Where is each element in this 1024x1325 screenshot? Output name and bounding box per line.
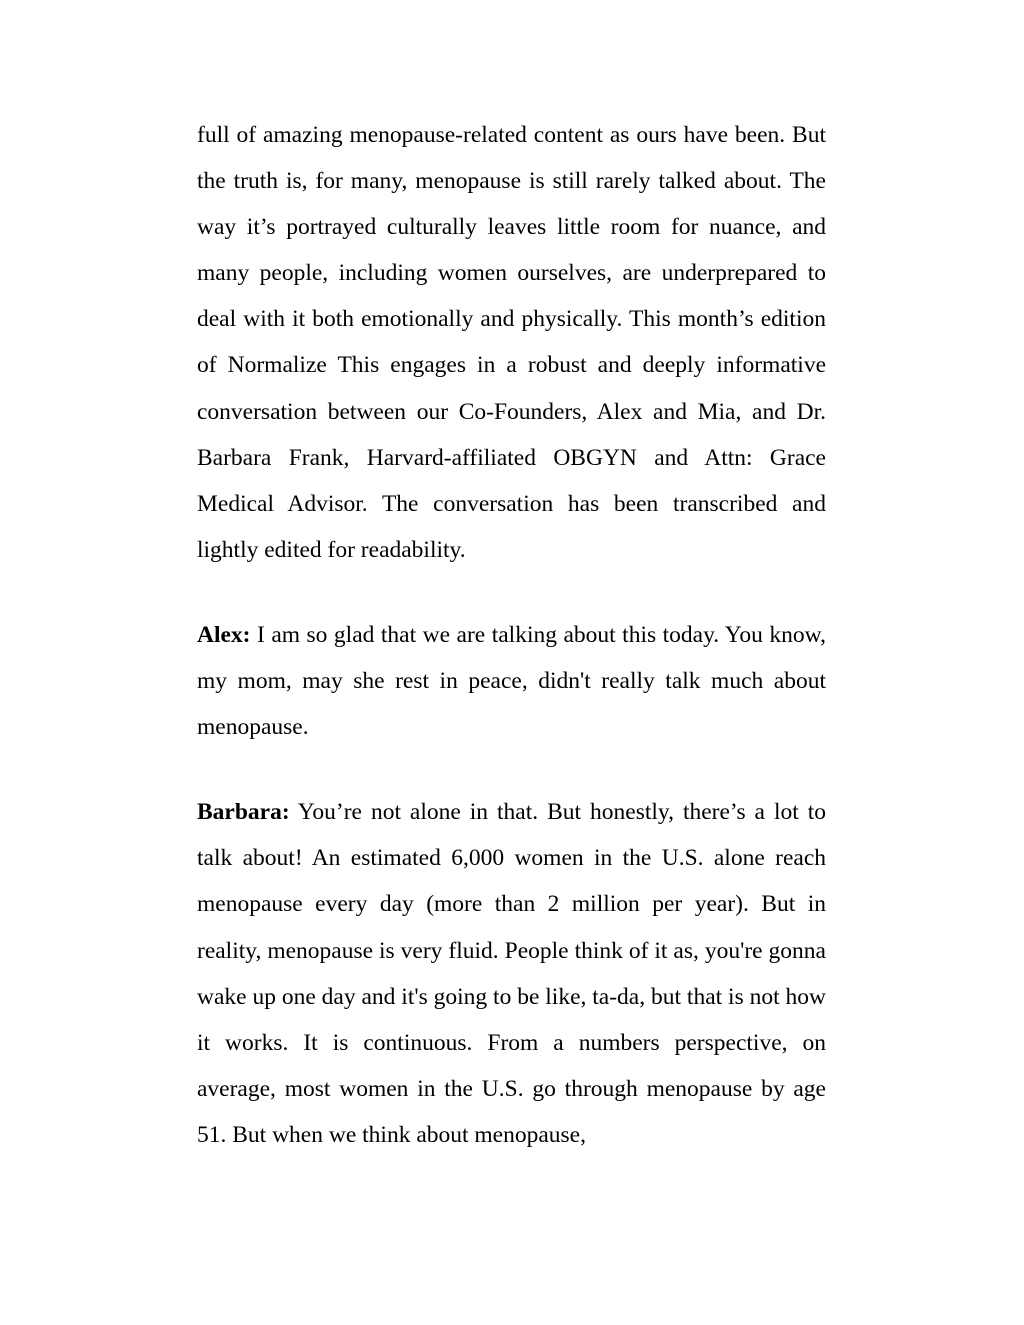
dialogue-text: You’re not alone in that. But honestly, there’s a lot to talk about! An estimated 6,000 women in the U.S. alone reach menopause every day (more than 2 million per year). But in reality, menopause is very fluid. People think of it as, you're gonna wake up one day and it's going to be like, ta-da, but that is not how it works. It is continuous. From a numbers perspective, on average, most women in the U.S. go through menopause by age 51. But when we think about menopause, [197,799,826,1148]
dialogue-text: I am so glad that we are talking about this today. You know, my mom, may she rest in peace, didn't really talk much about menopause. [197,621,826,741]
dialogue-paragraph-alex [197,612,826,750]
intro-paragraph: full of amazing menopause-related content as ours have been. But the truth is, for many, menopause is still rarely talked about. The way it’s portrayed culturally leaves little room for nuance, and many people, including women ourselves, are underprepared to deal with it both emotionally and physically. This month’s edition of Normalize This engages in a robust and deeply informative conversation between our Co-Founders, Alex and Mia, and Dr. Barbara Frank, Harvard-affiliated OBGYN and Attn: Grace Medical Advisor. The conversation has been transcribed and lightly edited for readability. [197,122,826,563]
dialogue-paragraph-barbara [197,789,826,1158]
speaker-label: Barbara: [197,799,290,826]
speaker-label: Alex: [197,621,251,648]
document-body [197,112,826,1158]
